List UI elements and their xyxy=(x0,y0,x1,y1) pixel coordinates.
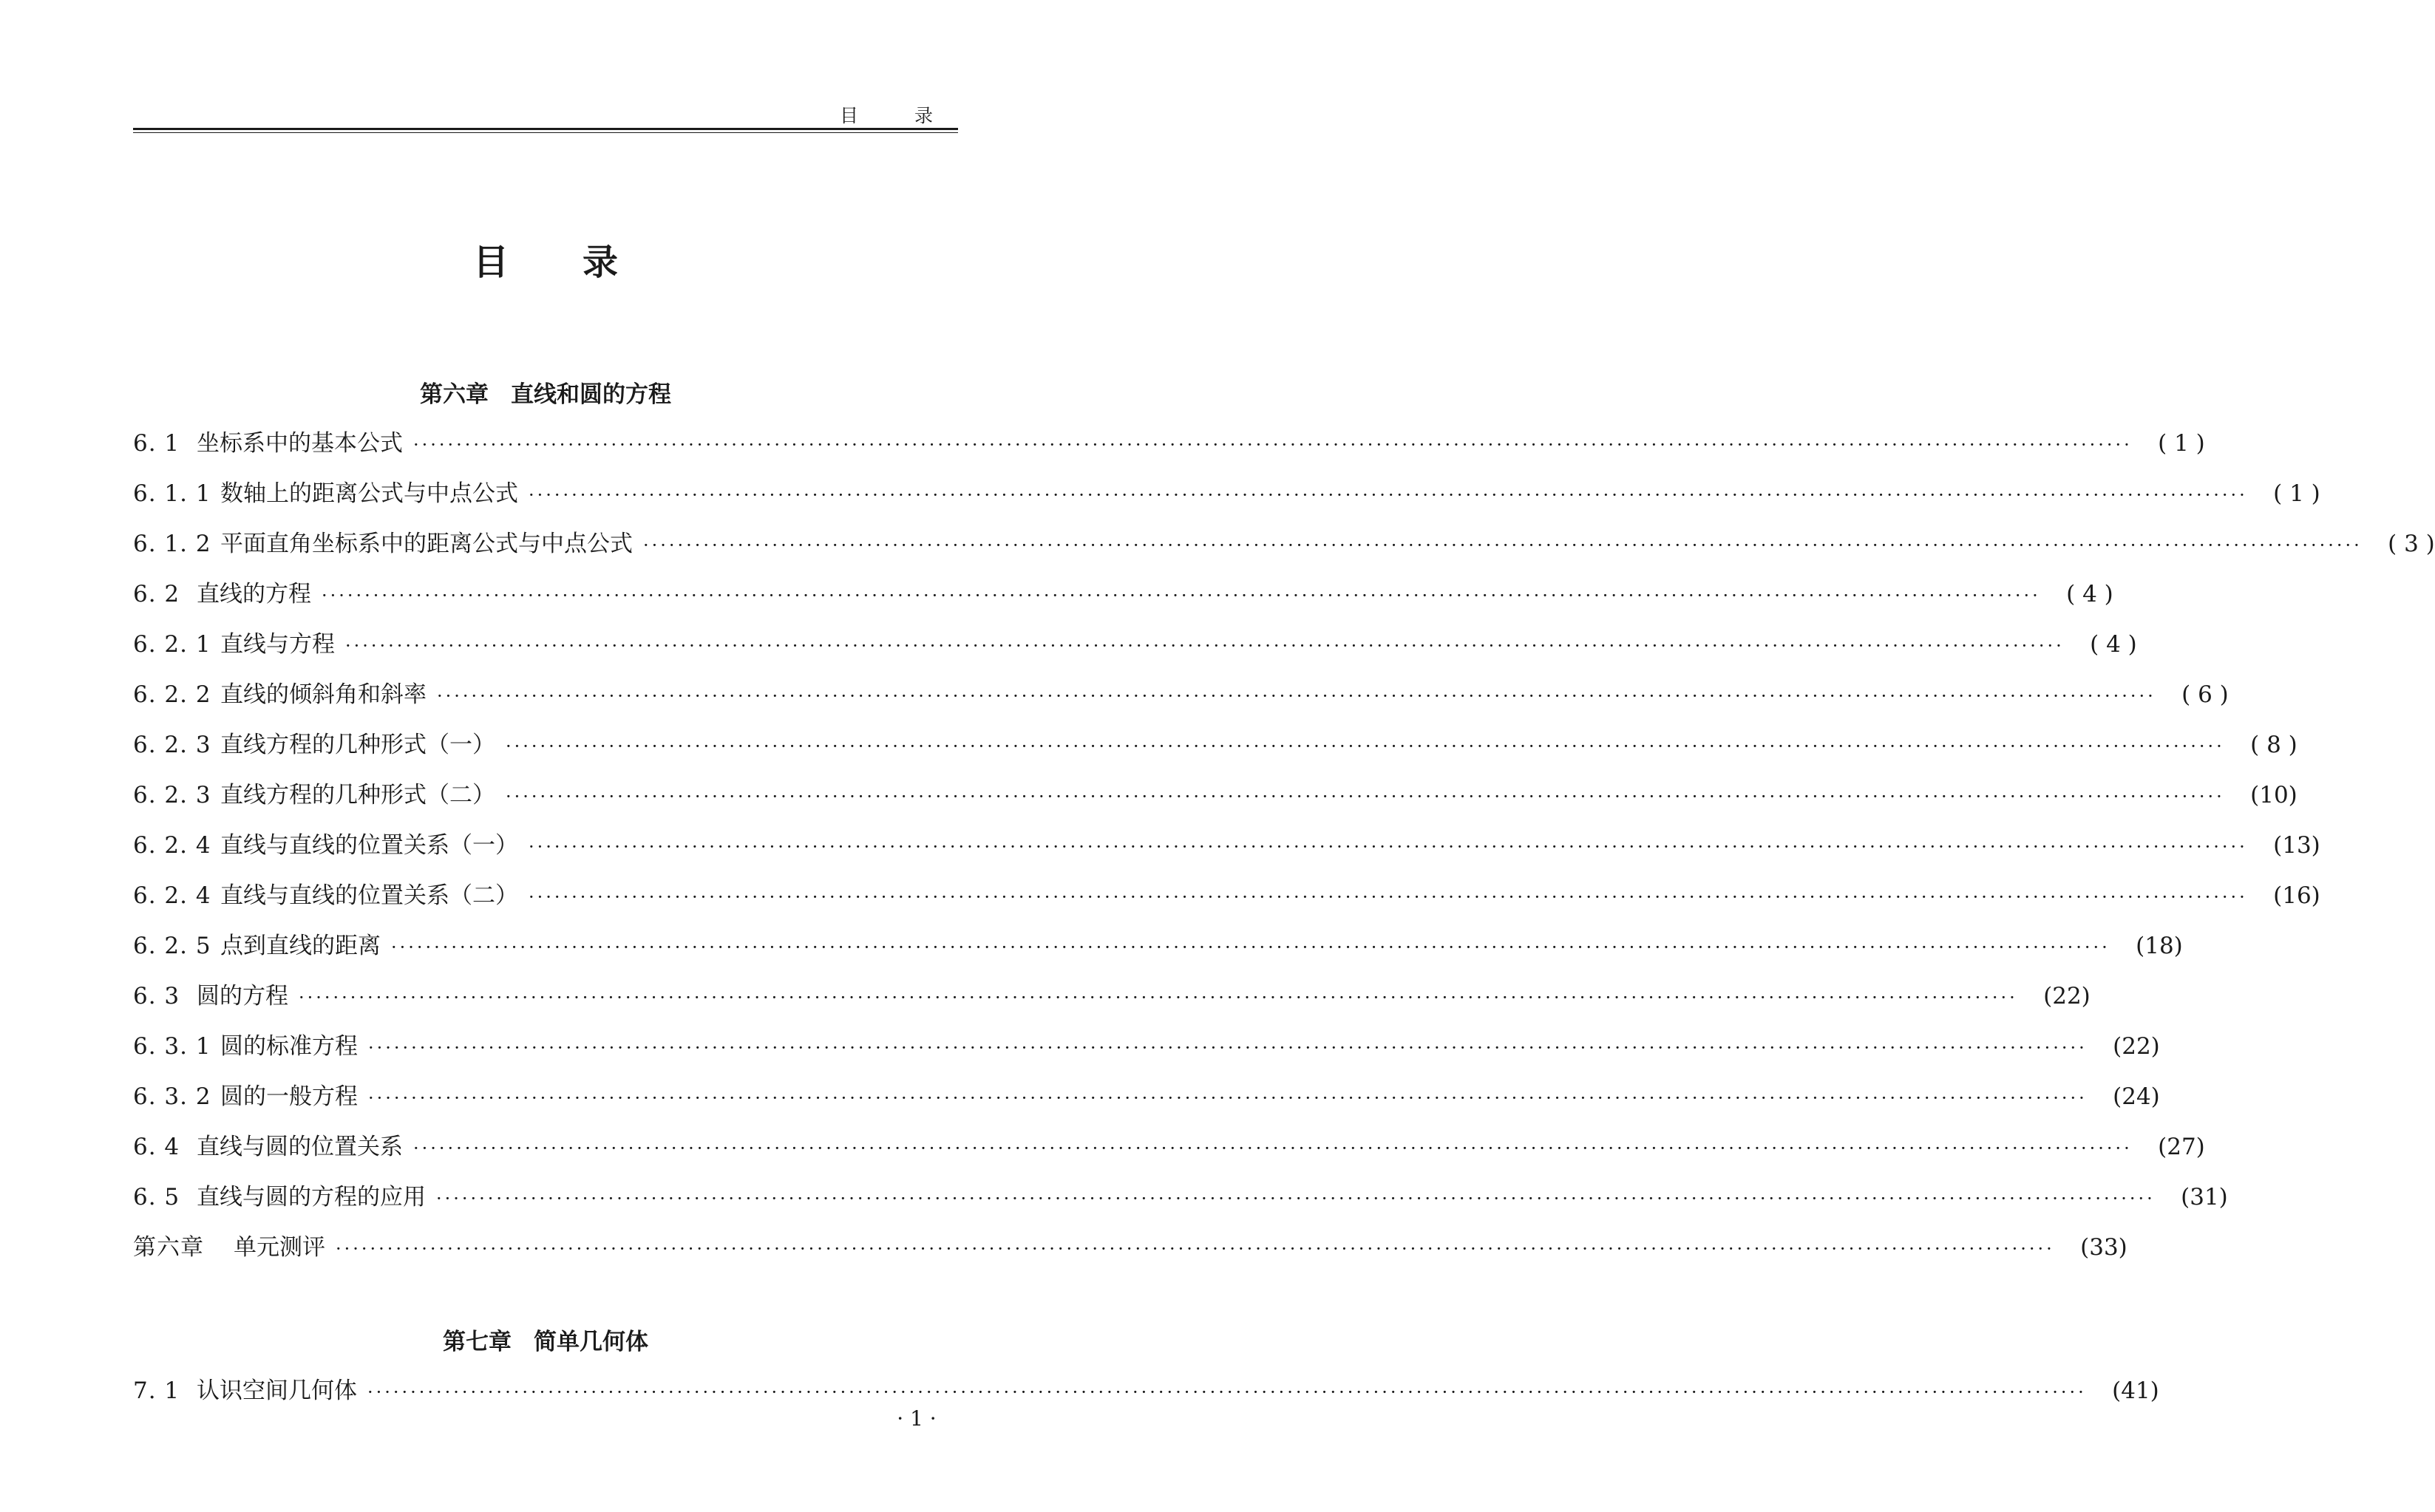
toc-entry-title: 直线与方程 xyxy=(220,631,335,658)
toc-entry xyxy=(133,720,2298,770)
toc-entry-number: 7. 1 xyxy=(133,1378,180,1404)
toc-entry-number: 6. 2. 5 xyxy=(133,933,211,959)
toc-entry xyxy=(133,1172,2228,1222)
toc-entry-title: 单元测评 xyxy=(234,1234,325,1261)
toc-entry-title: 圆的方程 xyxy=(197,983,288,1009)
page-title xyxy=(133,240,958,285)
toc-entry-page: (24) xyxy=(2113,1083,2160,1110)
toc-entry-page: (10) xyxy=(2250,782,2298,808)
toc-entry-title: 直线方程的几种形式（一） xyxy=(220,732,495,758)
toc-entry xyxy=(133,569,2113,619)
toc-entry xyxy=(133,1021,2160,1072)
toc-leader-dots: ········································································································································································································ xyxy=(345,636,2065,656)
toc-leader-dots: ········································································································································································································ xyxy=(368,1088,2088,1109)
toc-entry-title: 直线与圆的方程的应用 xyxy=(197,1184,426,1210)
chapter-heading xyxy=(133,378,958,411)
toc-entry-page: ( 1 ) xyxy=(2158,430,2205,457)
toc-entry-page: (27) xyxy=(2158,1134,2205,1160)
toc-entry-title: 圆的一般方程 xyxy=(220,1083,358,1110)
toc-entry-number: 第六章 xyxy=(133,1234,204,1261)
toc-entry xyxy=(133,1366,2159,1416)
toc-entry-page: (13) xyxy=(2273,832,2320,859)
toc-entry-page: (22) xyxy=(2043,983,2091,1009)
toc-entry-number: 6. 3. 1 xyxy=(133,1033,211,1060)
toc-leader-dots: ········································································································································································································ xyxy=(529,887,2248,907)
running-head: 目 录 xyxy=(840,105,958,126)
toc-entry-title: 数轴上的距离公式与中点公式 xyxy=(220,480,518,507)
toc-leader-dots: ········································································································································································································ xyxy=(436,1188,2156,1209)
toc-entry-number: 6. 5 xyxy=(133,1184,180,1210)
chapter-title: 直线和圆的方程 xyxy=(511,381,671,408)
toc-entry-number: 6. 2. 4 xyxy=(133,882,211,909)
toc-list-chapter-6 xyxy=(133,418,2435,1273)
page-title-char-1: 目 xyxy=(472,242,509,283)
toc-entry-title: 认识空间几何体 xyxy=(197,1378,357,1404)
toc-entry-number: 6. 2. 1 xyxy=(133,631,211,658)
toc-entry-title: 直线的倾斜角和斜率 xyxy=(220,681,427,708)
toc-entry xyxy=(133,670,2229,720)
header-rule-thin xyxy=(133,132,958,133)
toc-entry-number: 6. 1 xyxy=(133,430,180,457)
toc-leader-dots: ········································································································································································································ xyxy=(336,1239,2055,1259)
toc-entry-page: ( 8 ) xyxy=(2250,732,2298,758)
toc-entry-number: 6. 4 xyxy=(133,1134,180,1160)
toc-leader-dots: ········································································································································································································ xyxy=(299,987,2018,1008)
toc-entry xyxy=(133,469,2320,519)
toc-entry-page: ( 1 ) xyxy=(2273,480,2320,507)
toc-entry-title: 坐标系中的基本公式 xyxy=(197,430,403,457)
toc-entry xyxy=(133,1122,2205,1172)
toc-entry-number: 6. 3 xyxy=(133,983,180,1009)
toc-leader-dots: ········································································································································································································ xyxy=(529,485,2248,505)
toc-leader-dots: ········································································································································································································ xyxy=(367,1382,2087,1403)
toc-entry-title: 直线方程的几种形式（二） xyxy=(220,782,495,808)
toc-entry xyxy=(133,418,2205,469)
chapter-heading xyxy=(133,1326,958,1358)
toc-leader-dots: ········································································································································································································ xyxy=(413,435,2133,455)
toc-entry xyxy=(133,971,2091,1021)
toc-entry-page: (16) xyxy=(2273,882,2320,909)
toc-leader-dots: ········································································································································································································ xyxy=(322,585,2041,606)
toc-entry xyxy=(133,820,2320,871)
toc-entry-number: 6. 2. 3 xyxy=(133,782,211,808)
toc-entry xyxy=(133,871,2320,921)
toc-leader-dots: ········································································································································································································ xyxy=(391,937,2110,958)
toc-entry-number: 6. 2 xyxy=(133,581,180,607)
toc-entry-page: (22) xyxy=(2113,1033,2160,1060)
toc-leader-dots: ········································································································································································································ xyxy=(506,736,2225,757)
toc-entry xyxy=(133,519,2435,569)
chapter-title: 简单几何体 xyxy=(534,1329,648,1355)
toc-entry-number: 6. 2. 4 xyxy=(133,832,211,859)
toc-leader-dots: ········································································································································································································ xyxy=(368,1038,2088,1058)
toc-leader-dots: ········································································································································································································ xyxy=(437,686,2156,706)
toc-entry xyxy=(133,1072,2160,1122)
toc-entry-number: 6. 1. 2 xyxy=(133,531,211,557)
toc-leader-dots: ········································································································································································································ xyxy=(643,535,2363,556)
toc-entry-page: ( 3 ) xyxy=(2388,531,2435,557)
toc-entry-title: 直线的方程 xyxy=(197,581,311,607)
toc-entry-page: (18) xyxy=(2136,933,2183,959)
toc-entry-number: 6. 1. 1 xyxy=(133,480,211,507)
toc-entry xyxy=(133,770,2298,820)
toc-entry-title: 直线与直线的位置关系（一） xyxy=(220,832,518,859)
chapter-number: 第六章 xyxy=(420,381,489,408)
toc-entry-number: 6. 3. 2 xyxy=(133,1083,211,1110)
toc-entry-page: (33) xyxy=(2080,1234,2127,1261)
toc-entry xyxy=(133,1222,2127,1273)
toc-entry-title: 直线与直线的位置关系（二） xyxy=(220,882,518,909)
toc-entry-page: (31) xyxy=(2181,1184,2228,1210)
chapter-number: 第七章 xyxy=(443,1329,512,1355)
toc-entry-number: 6. 2. 3 xyxy=(133,732,211,758)
toc-entry-page: (41) xyxy=(2112,1378,2159,1404)
toc-entry xyxy=(133,921,2183,971)
toc-entry-page: ( 6 ) xyxy=(2181,681,2229,708)
toc-entry-title: 平面直角坐标系中的距离公式与中点公式 xyxy=(220,531,633,557)
toc-leader-dots: ········································································································································································································ xyxy=(413,1138,2133,1159)
page-title-char-2: 录 xyxy=(583,242,619,283)
toc-entry-title: 点到直线的距离 xyxy=(220,933,381,959)
toc-leader-dots: ········································································································································································································ xyxy=(529,837,2248,857)
toc-entry-title: 圆的标准方程 xyxy=(220,1033,358,1060)
toc-list-chapter-7 xyxy=(133,1366,2159,1416)
toc-entry xyxy=(133,619,2137,670)
toc-entry-page: ( 4 ) xyxy=(2066,581,2113,607)
header-rule-thick xyxy=(133,128,958,130)
toc-entry-title: 直线与圆的位置关系 xyxy=(197,1134,403,1160)
page-number: · 1 · xyxy=(897,1406,937,1431)
toc-entry-number: 6. 2. 2 xyxy=(133,681,211,708)
toc-entry-page: ( 4 ) xyxy=(2090,631,2137,658)
toc-leader-dots: ········································································································································································································ xyxy=(506,786,2225,807)
